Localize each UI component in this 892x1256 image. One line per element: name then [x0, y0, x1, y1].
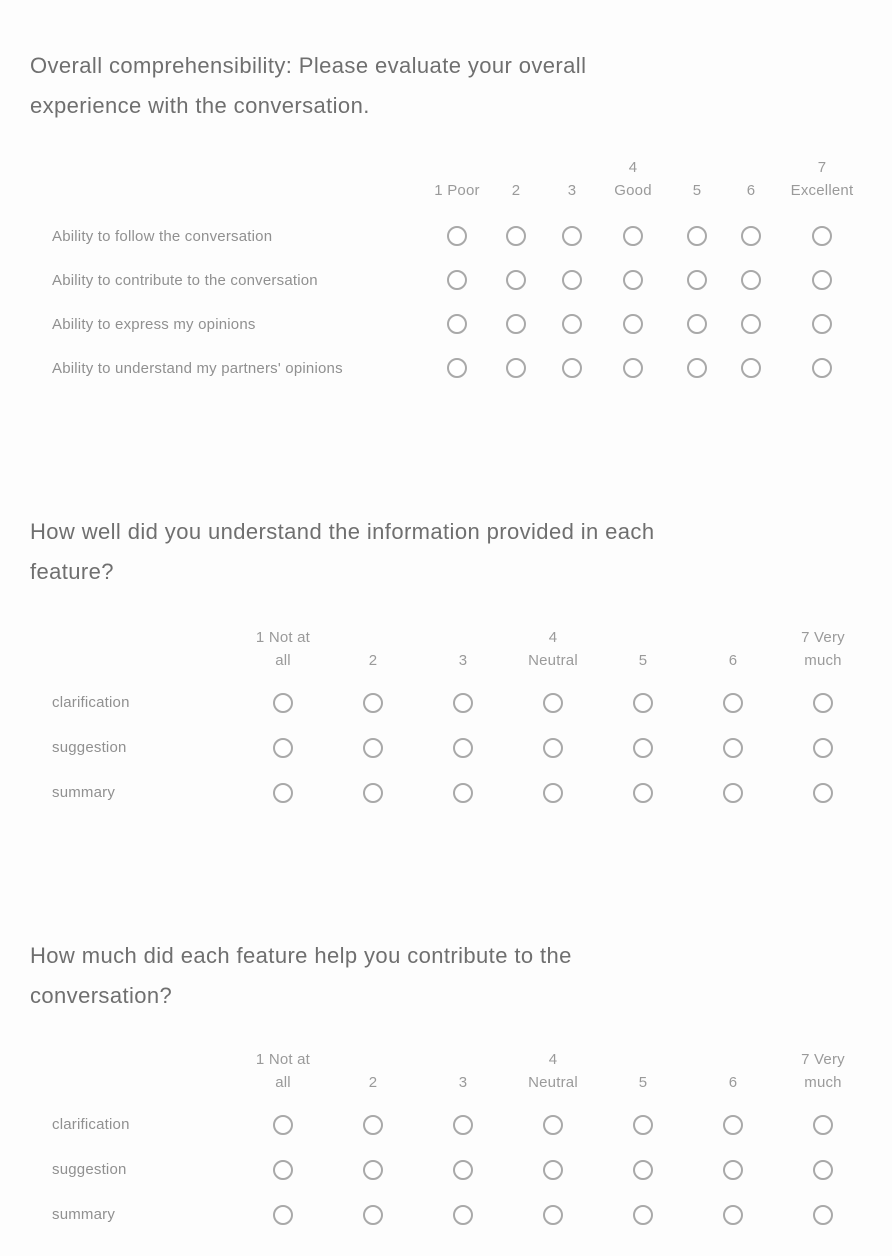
- radio-button[interactable]: [813, 1205, 833, 1225]
- radio-button[interactable]: [741, 314, 761, 334]
- radio-button[interactable]: [447, 270, 467, 290]
- radio-cell: [328, 770, 418, 815]
- column-header: [688, 626, 778, 680]
- radio-button[interactable]: [273, 1160, 293, 1180]
- column-header-line: Excellent: [790, 182, 854, 199]
- column-header-line: 5: [692, 182, 702, 199]
- radio-cell: [688, 1147, 778, 1192]
- radio-cell: [238, 725, 328, 770]
- radio-cell: [508, 770, 598, 815]
- row-label: suggestion: [52, 1161, 127, 1178]
- row-label: summary: [52, 784, 116, 801]
- radio-cell: [238, 1192, 328, 1237]
- question-title-line: Overall comprehensibility: Please evaluate your overall: [30, 53, 587, 78]
- radio-cell: [328, 680, 418, 725]
- radio-button[interactable]: [543, 783, 563, 803]
- row-label: Ability to understand my partners' opinions: [52, 359, 343, 377]
- radio-button[interactable]: [741, 270, 761, 290]
- rating-matrix: [52, 1048, 868, 1237]
- matrix-row: [52, 258, 866, 302]
- row-label: summary: [52, 1206, 116, 1223]
- radio-cell: [238, 680, 328, 725]
- radio-button[interactable]: [687, 226, 707, 246]
- radio-button[interactable]: [363, 1115, 383, 1135]
- radio-button[interactable]: [543, 693, 563, 713]
- radio-button[interactable]: [543, 1115, 563, 1135]
- column-header: [596, 156, 670, 214]
- column-header: [508, 626, 598, 680]
- radio-cell: [418, 770, 508, 815]
- radio-cell: [778, 214, 866, 258]
- column-header-line: 4: [548, 1051, 558, 1068]
- radio-cell: [484, 302, 548, 346]
- radio-cell: [724, 214, 778, 258]
- column-header-line: all: [275, 1074, 291, 1091]
- row-label: Ability to follow the conversation: [52, 227, 273, 245]
- radio-cell: [484, 346, 548, 390]
- column-header-line: 3: [458, 652, 468, 669]
- radio-cell: [508, 725, 598, 770]
- column-header-line: 6: [728, 1074, 738, 1091]
- radio-cell: [670, 302, 724, 346]
- radio-button[interactable]: [447, 358, 467, 378]
- radio-button[interactable]: [453, 738, 473, 758]
- radio-cell: [778, 725, 868, 770]
- radio-cell: [508, 680, 598, 725]
- matrix-row: [52, 1192, 868, 1237]
- column-header: [484, 156, 548, 214]
- radio-cell: [418, 1147, 508, 1192]
- column-header: [328, 626, 418, 680]
- radio-button[interactable]: [506, 358, 526, 378]
- column-header: [508, 1048, 598, 1102]
- radio-cell: [548, 258, 596, 302]
- radio-button[interactable]: [506, 226, 526, 246]
- radio-cell: [548, 302, 596, 346]
- radio-cell: [778, 770, 868, 815]
- question-title-line: feature?: [30, 559, 114, 584]
- radio-cell: [430, 214, 484, 258]
- radio-button[interactable]: [363, 738, 383, 758]
- radio-cell: [238, 770, 328, 815]
- radio-button[interactable]: [543, 1160, 563, 1180]
- radio-button[interactable]: [453, 1115, 473, 1135]
- radio-cell: [418, 1192, 508, 1237]
- column-header-line: 3: [458, 1074, 468, 1091]
- radio-button[interactable]: [273, 783, 293, 803]
- radio-button[interactable]: [687, 270, 707, 290]
- matrix-row: [52, 725, 868, 770]
- radio-button[interactable]: [633, 1160, 653, 1180]
- radio-button[interactable]: [813, 783, 833, 803]
- radio-button[interactable]: [363, 693, 383, 713]
- row-label: clarification: [52, 1116, 130, 1133]
- question-section-overall-comprehensibility: [0, 46, 892, 377]
- radio-button[interactable]: [723, 1205, 743, 1225]
- radio-button[interactable]: [741, 358, 761, 378]
- radio-cell: [238, 1147, 328, 1192]
- matrix-header-row: [52, 156, 866, 214]
- radio-cell: [596, 214, 670, 258]
- radio-cell: [670, 346, 724, 390]
- column-header: [778, 626, 868, 680]
- radio-cell: [688, 680, 778, 725]
- radio-cell: [418, 680, 508, 725]
- radio-button[interactable]: [273, 1205, 293, 1225]
- radio-button[interactable]: [633, 738, 653, 758]
- column-header: [418, 626, 508, 680]
- column-header: [328, 1048, 418, 1102]
- radio-cell: [688, 1102, 778, 1147]
- column-header: [724, 156, 778, 214]
- radio-cell: [724, 258, 778, 302]
- column-header: [670, 156, 724, 214]
- radio-cell: [724, 346, 778, 390]
- radio-cell: [598, 770, 688, 815]
- radio-button[interactable]: [623, 358, 643, 378]
- radio-button[interactable]: [562, 314, 582, 334]
- radio-cell: [598, 1102, 688, 1147]
- radio-cell: [508, 1102, 598, 1147]
- radio-cell: [548, 214, 596, 258]
- radio-button[interactable]: [623, 226, 643, 246]
- radio-button[interactable]: [813, 693, 833, 713]
- row-label: Ability to contribute to the conversation: [52, 271, 318, 289]
- radio-button[interactable]: [453, 783, 473, 803]
- column-header-line: all: [275, 652, 291, 669]
- radio-cell: [418, 1102, 508, 1147]
- column-header-line: 1 Not at: [255, 629, 311, 646]
- radio-cell: [670, 214, 724, 258]
- column-header-line: 4: [548, 629, 558, 646]
- radio-button[interactable]: [813, 738, 833, 758]
- radio-button[interactable]: [633, 693, 653, 713]
- radio-button[interactable]: [453, 1160, 473, 1180]
- radio-button[interactable]: [562, 358, 582, 378]
- question-title: [30, 512, 850, 592]
- radio-button[interactable]: [506, 314, 526, 334]
- radio-cell: [596, 346, 670, 390]
- column-header-line: 7 Very: [801, 1051, 845, 1068]
- radio-cell: [596, 302, 670, 346]
- question-title-line: conversation?: [30, 983, 173, 1008]
- radio-button[interactable]: [812, 226, 832, 246]
- column-header-line: 1 Not at: [255, 1051, 311, 1068]
- radio-cell: [328, 1147, 418, 1192]
- matrix-row: [52, 214, 866, 258]
- radio-button[interactable]: [812, 358, 832, 378]
- radio-button[interactable]: [447, 226, 467, 246]
- radio-button[interactable]: [562, 270, 582, 290]
- radio-button[interactable]: [723, 738, 743, 758]
- radio-button[interactable]: [447, 314, 467, 334]
- radio-button[interactable]: [813, 1160, 833, 1180]
- radio-cell: [596, 258, 670, 302]
- column-header-line: 6: [746, 182, 756, 199]
- radio-cell: [598, 1192, 688, 1237]
- column-header-line: 4: [628, 159, 638, 176]
- radio-cell: [688, 770, 778, 815]
- radio-button[interactable]: [273, 1115, 293, 1135]
- radio-button[interactable]: [363, 1160, 383, 1180]
- radio-cell: [430, 258, 484, 302]
- matrix-row: [52, 770, 868, 815]
- radio-button[interactable]: [813, 1115, 833, 1135]
- radio-cell: [508, 1147, 598, 1192]
- radio-button[interactable]: [633, 1115, 653, 1135]
- column-header-line: 2: [368, 652, 378, 669]
- radio-button[interactable]: [633, 783, 653, 803]
- radio-button[interactable]: [506, 270, 526, 290]
- radio-button[interactable]: [812, 314, 832, 334]
- question-section-understand-information: [0, 512, 892, 801]
- column-header: [548, 156, 596, 214]
- radio-cell: [778, 1192, 868, 1237]
- matrix-header-row: [52, 1048, 868, 1102]
- column-header-line: 1 Poor: [434, 182, 480, 199]
- radio-cell: [724, 302, 778, 346]
- rating-matrix: [52, 156, 866, 390]
- column-header-line: 3: [567, 182, 577, 199]
- matrix-row: [52, 346, 866, 390]
- radio-cell: [328, 1102, 418, 1147]
- radio-cell: [508, 1192, 598, 1237]
- radio-button[interactable]: [543, 738, 563, 758]
- radio-cell: [598, 1147, 688, 1192]
- matrix-row: [52, 680, 868, 725]
- radio-button[interactable]: [741, 226, 761, 246]
- radio-cell: [238, 1102, 328, 1147]
- matrix-row: [52, 302, 866, 346]
- radio-cell: [430, 302, 484, 346]
- radio-button[interactable]: [273, 738, 293, 758]
- radio-button[interactable]: [723, 1115, 743, 1135]
- question-section-feature-help-contribute: [0, 936, 892, 1223]
- matrix-corner-cell: [52, 1048, 238, 1102]
- column-header-line: 5: [638, 652, 648, 669]
- question-title-line: How much did each feature help you contribute to the: [30, 943, 572, 968]
- column-header-line: 6: [728, 652, 738, 669]
- radio-cell: [598, 680, 688, 725]
- row-label: clarification: [52, 694, 130, 711]
- matrix-corner-cell: [52, 626, 238, 680]
- radio-cell: [778, 1102, 868, 1147]
- row-label: suggestion: [52, 739, 127, 756]
- radio-cell: [418, 725, 508, 770]
- radio-cell: [548, 346, 596, 390]
- column-header-line: 7 Very: [801, 629, 845, 646]
- radio-cell: [598, 725, 688, 770]
- radio-button[interactable]: [687, 358, 707, 378]
- radio-cell: [328, 725, 418, 770]
- radio-cell: [778, 346, 866, 390]
- column-header-line: 7: [817, 159, 827, 176]
- question-title: [30, 936, 850, 1016]
- column-header-line: much: [804, 1074, 842, 1091]
- radio-button[interactable]: [812, 270, 832, 290]
- question-title: [30, 46, 850, 126]
- radio-button[interactable]: [723, 1160, 743, 1180]
- column-header-line: Neutral: [528, 652, 578, 669]
- radio-button[interactable]: [562, 226, 582, 246]
- radio-cell: [430, 346, 484, 390]
- question-title-line: How well did you understand the information provided in each: [30, 519, 655, 544]
- row-label: Ability to express my opinions: [52, 315, 256, 333]
- column-header-line: 5: [638, 1074, 648, 1091]
- column-header-line: much: [804, 652, 842, 669]
- column-header: [238, 1048, 328, 1102]
- radio-button[interactable]: [363, 783, 383, 803]
- column-header: [430, 156, 484, 214]
- radio-button[interactable]: [723, 783, 743, 803]
- column-header-line: 2: [368, 1074, 378, 1091]
- column-header: [688, 1048, 778, 1102]
- radio-cell: [328, 1192, 418, 1237]
- radio-button[interactable]: [723, 693, 743, 713]
- radio-button[interactable]: [633, 1205, 653, 1225]
- column-header: [238, 626, 328, 680]
- radio-button[interactable]: [623, 270, 643, 290]
- column-header: [418, 1048, 508, 1102]
- radio-button[interactable]: [273, 693, 293, 713]
- rating-matrix: [52, 626, 868, 815]
- radio-cell: [670, 258, 724, 302]
- radio-cell: [688, 725, 778, 770]
- radio-button[interactable]: [453, 693, 473, 713]
- column-header-line: Neutral: [528, 1074, 578, 1091]
- radio-cell: [778, 258, 866, 302]
- radio-cell: [484, 214, 548, 258]
- radio-cell: [778, 680, 868, 725]
- radio-button[interactable]: [687, 314, 707, 334]
- radio-button[interactable]: [543, 1205, 563, 1225]
- matrix-row: [52, 1147, 868, 1192]
- radio-cell: [778, 302, 866, 346]
- question-title-line: experience with the conversation.: [30, 93, 370, 118]
- column-header: [598, 626, 688, 680]
- matrix-row: [52, 1102, 868, 1147]
- column-header-line: 2: [511, 182, 521, 199]
- radio-button[interactable]: [453, 1205, 473, 1225]
- radio-cell: [484, 258, 548, 302]
- radio-button[interactable]: [623, 314, 643, 334]
- column-header: [778, 156, 866, 214]
- column-header: [778, 1048, 868, 1102]
- matrix-corner-cell: [52, 156, 430, 214]
- radio-cell: [688, 1192, 778, 1237]
- radio-cell: [778, 1147, 868, 1192]
- matrix-header-row: [52, 626, 868, 680]
- column-header: [598, 1048, 688, 1102]
- radio-button[interactable]: [363, 1205, 383, 1225]
- column-header-line: Good: [614, 182, 652, 199]
